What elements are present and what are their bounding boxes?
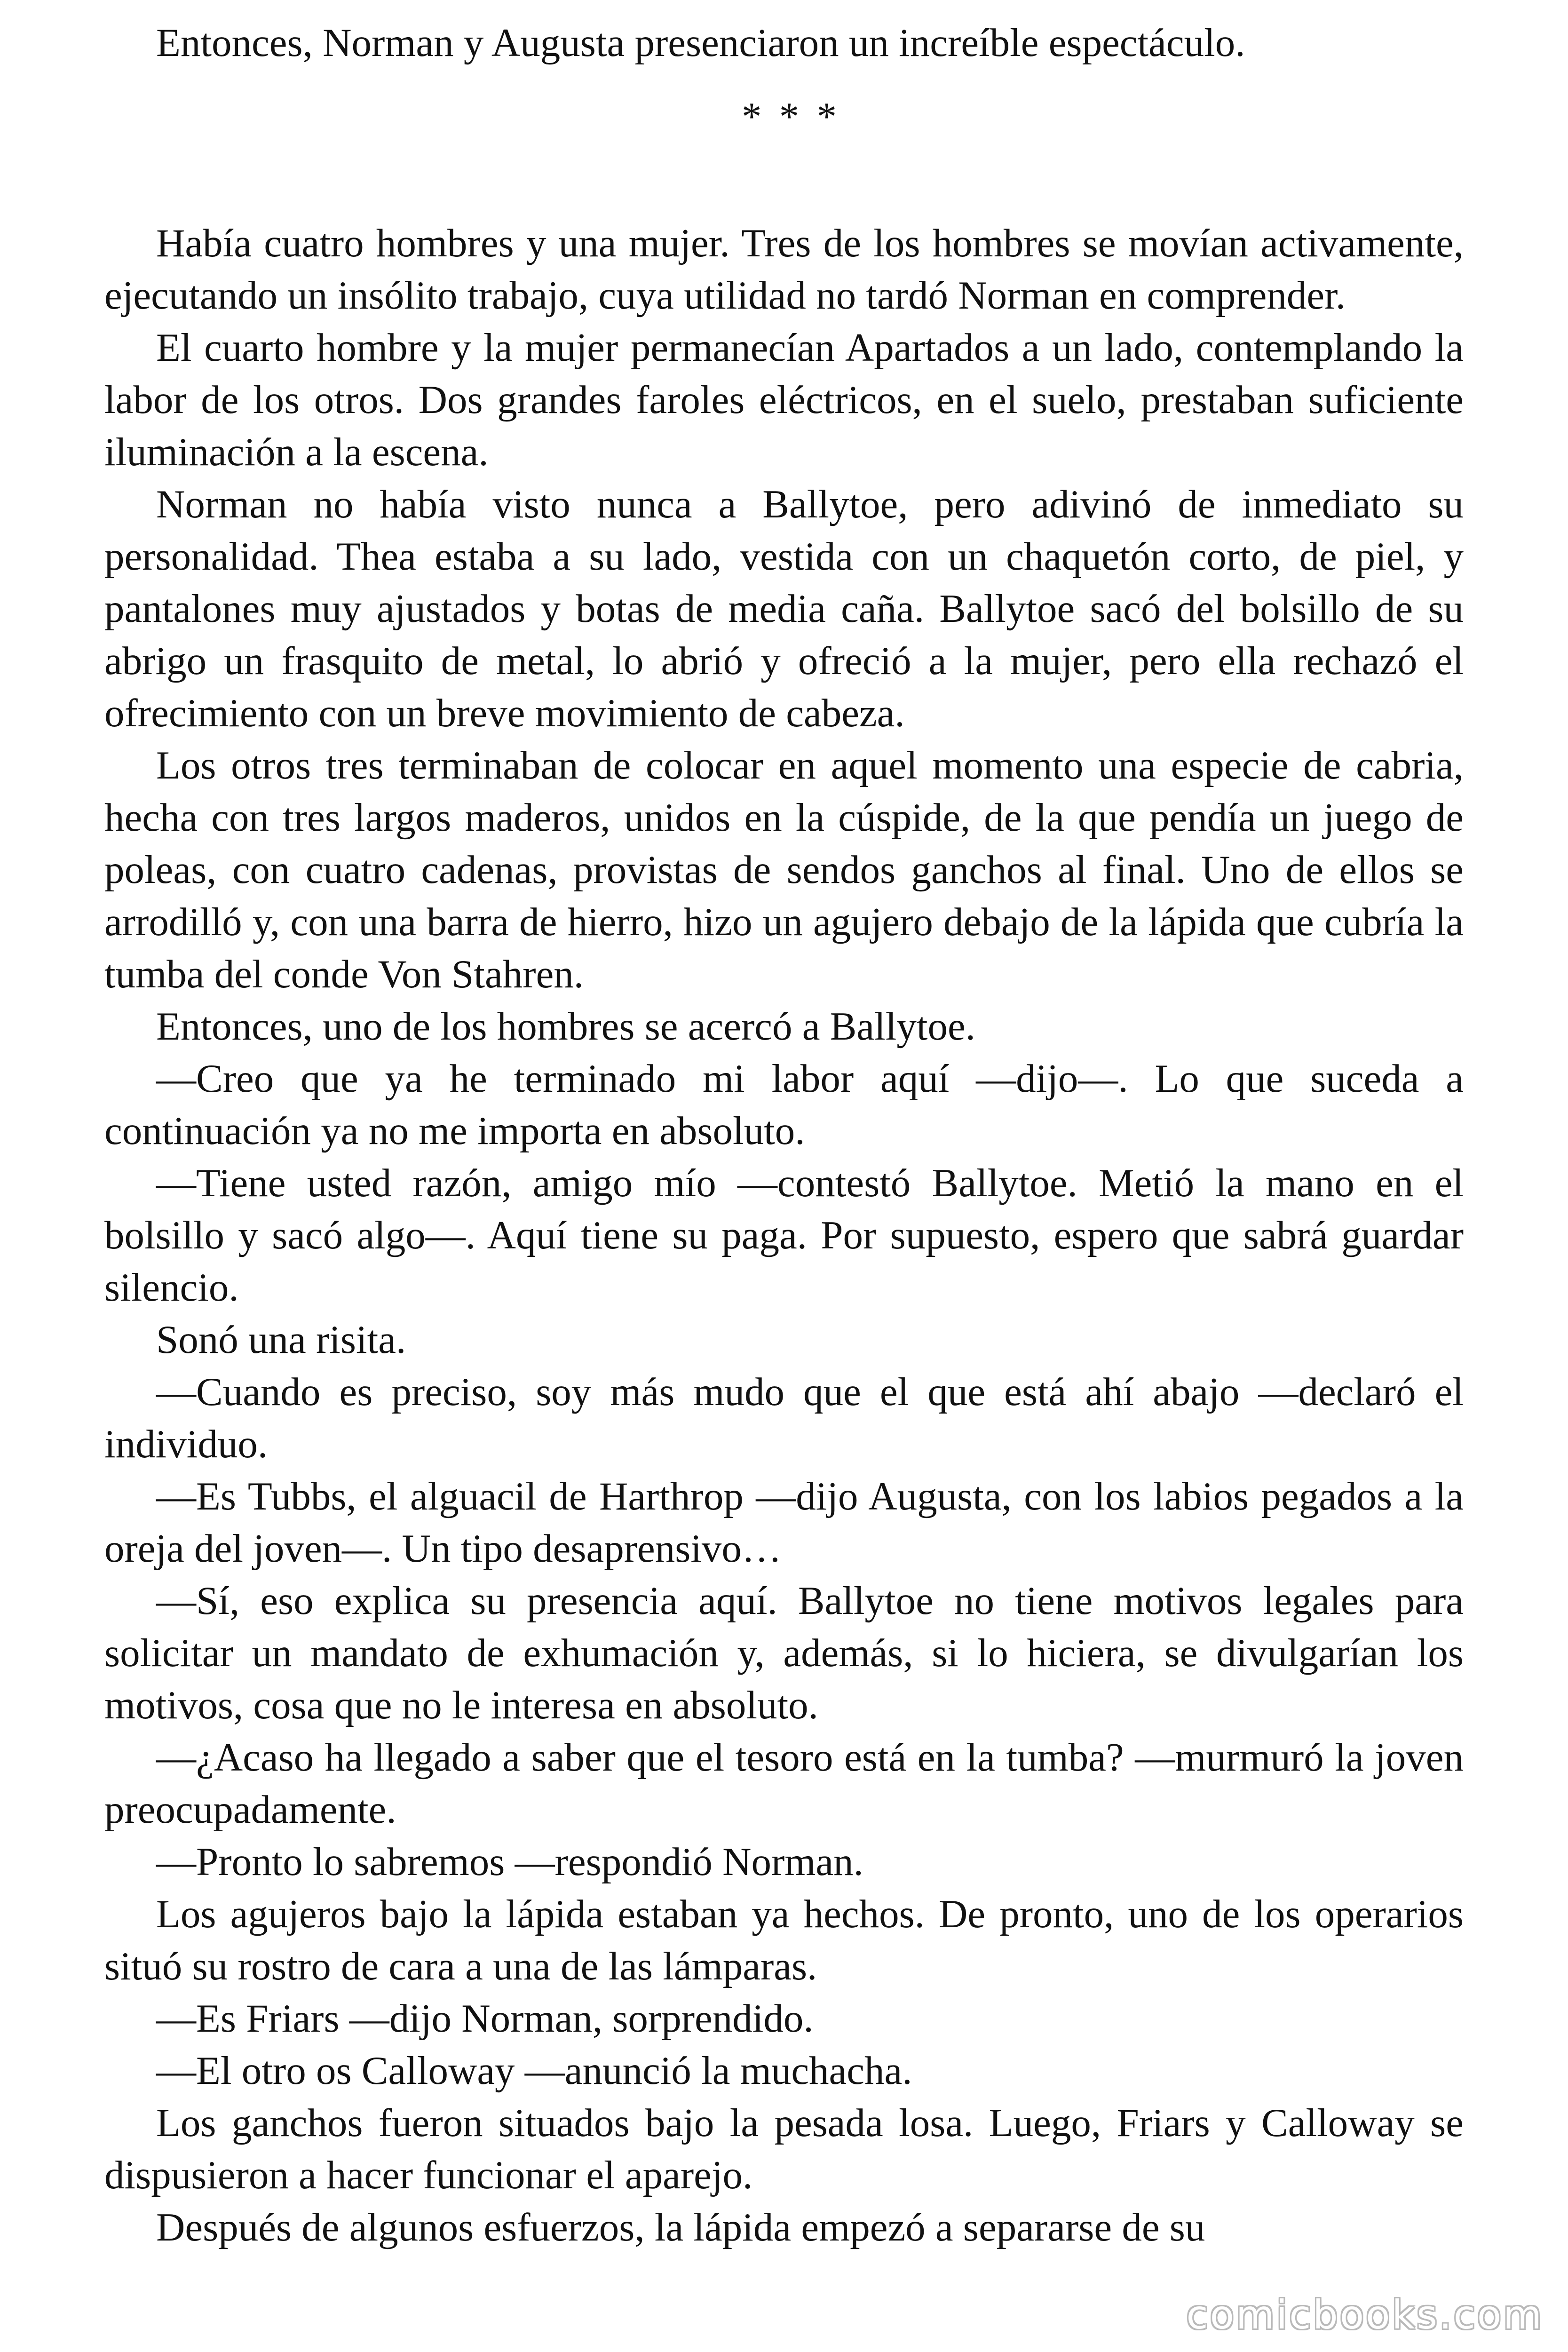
paragraph: —Creo que ya he terminado mi labor aquí —dijo—. Lo que suceda a continuación ya no me importa en absoluto. bbox=[104, 1057, 1464, 1153]
paragraph: —El otro os Calloway —anunció la muchacha. bbox=[156, 2049, 912, 2093]
paragraph: Entonces, uno de los hombres se acercó a Ballytoe. bbox=[156, 1004, 975, 1049]
paragraph: Había cuatro hombres y una mujer. Tres de los hombres se movían activamente, ejecutando un insólito trabajo, cuya utilidad no tardó Norman en comprender. bbox=[104, 221, 1464, 318]
paragraph: —Es Tubbs, el alguacil de Harthrop —dijo Augusta, con los labios pegados a la oreja del joven—. Un tipo desaprensivo… bbox=[104, 1474, 1464, 1571]
paragraph: —Pronto lo sabremos —respondió Norman. bbox=[156, 1840, 863, 1884]
paragraph: Los ganchos fueron situados bajo la pesada losa. Luego, Friars y Calloway se dispusieron a hacer funcionar el aparejo. bbox=[104, 2101, 1464, 2197]
paragraph: El cuarto hombre y la mujer permanecían Apartados a un lado, contemplando la labor de los otros. Dos grandes faroles eléctricos, en el suelo, prestaban suficiente iluminación a la escena. bbox=[104, 326, 1464, 474]
page-text bbox=[104, 17, 1464, 2254]
paragraph: Sonó una risita. bbox=[156, 1318, 406, 1362]
lead-paragraph: Entonces, Norman y Augusta presenciaron un increíble espectáculo. bbox=[156, 21, 1245, 65]
paragraph: Los otros tres terminaban de colocar en aquel momento una especie de cabria, hecha con tres largos maderos, unidos en la cúspide, de la que pendía un juego de poleas, con cuatro cadenas, provistas de sendos ganchos al final. Uno de ellos se arrodilló y, con una barra de hierro, hizo un agujero debajo de la lápida que cubría la tumba del conde Von Stahren. bbox=[104, 743, 1464, 996]
paragraph: —¿Acaso ha llegado a saber que el tesoro está en la tumba? —murmuró la joven preocupadamente. bbox=[104, 1735, 1464, 1832]
paragraph: —Cuando es preciso, soy más mudo que el que está ahí abajo —declaró el individuo. bbox=[104, 1370, 1464, 1466]
section-separator: * * * bbox=[742, 95, 840, 139]
paragraph: Después de algunos esfuerzos, la lápida empezó a separarse de su bbox=[156, 2205, 1205, 2249]
paragraph: Norman no había visto nunca a Ballytoe, pero adivinó de inmediato su personalidad. Thea estaba a su lado, vestida con un chaquetón corto, de piel, y pantalones muy ajustados y botas de media caña. Ballytoe sacó del bolsillo de su abrigo un frasquito de metal, lo abrió y ofreció a la mujer, pero ella rechazó el ofrecimiento con un breve movimiento de cabeza. bbox=[104, 482, 1464, 735]
watermark: comicbooks.com bbox=[1186, 2292, 1544, 2338]
paragraph: —Sí, eso explica su presencia aquí. Ballytoe no tiene motivos legales para solicitar un mandato de exhumación y, además, si lo hiciera, se divulgarían los motivos, cosa que no le interesa en absoluto. bbox=[104, 1579, 1464, 1727]
paragraph: Los agujeros bajo la lápida estaban ya hechos. De pronto, uno de los operarios situó su rostro de cara a una de las lámparas. bbox=[104, 1892, 1464, 1988]
paragraph: —Tiene usted razón, amigo mío —contestó Ballytoe. Metió la mano en el bolsillo y sacó algo—. Aquí tiene su paga. Por supuesto, espero que sabrá guardar silencio. bbox=[104, 1161, 1464, 1310]
paragraph: —Es Friars —dijo Norman, sorprendido. bbox=[156, 1996, 814, 2041]
